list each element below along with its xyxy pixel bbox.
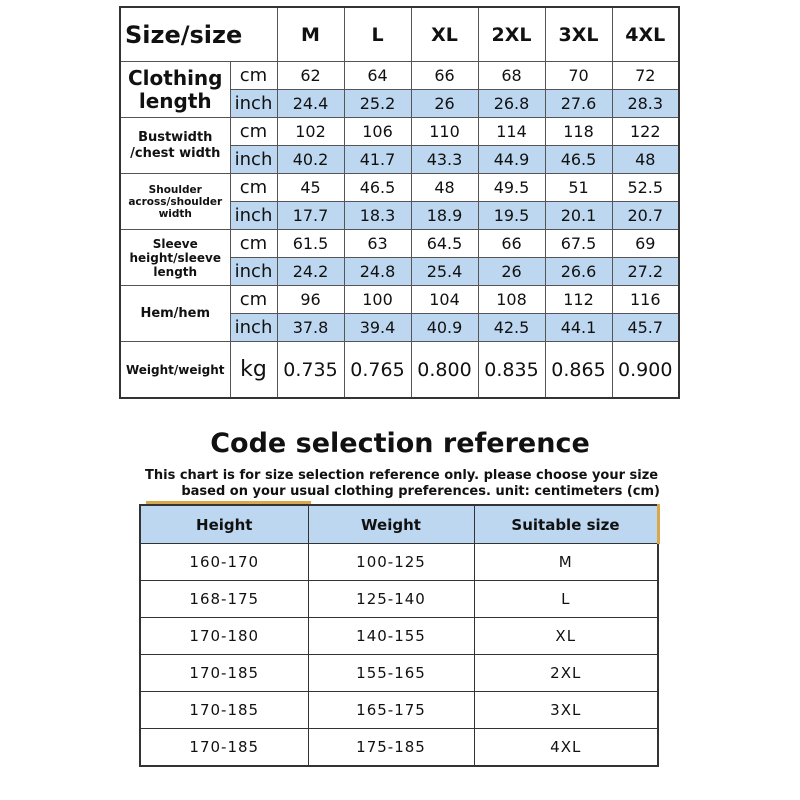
size-header-cell: 2XL	[478, 7, 545, 62]
value-cell: 42.5	[478, 314, 545, 342]
value-cell: 0.765	[344, 342, 411, 399]
value-cell: 45.7	[612, 314, 679, 342]
unit-label: inch	[230, 146, 277, 174]
table-row	[140, 581, 658, 618]
size-chart-table	[119, 6, 680, 399]
unit-label: cm	[230, 286, 277, 314]
value-cell: 96	[277, 286, 344, 314]
size-cell: XL	[474, 618, 658, 655]
value-cell: 45	[277, 174, 344, 202]
value-cell: 49.5	[478, 174, 545, 202]
table-row	[140, 544, 658, 581]
value-cell: 0.900	[612, 342, 679, 399]
header-size: Suitable size	[474, 505, 658, 544]
value-cell: 25.4	[411, 258, 478, 286]
height-cell: 170-180	[140, 618, 308, 655]
value-cell: 100	[344, 286, 411, 314]
height-cell: 168-175	[140, 581, 308, 618]
size-header-cell: XL	[411, 7, 478, 62]
value-cell: 0.735	[277, 342, 344, 399]
value-cell: 27.2	[612, 258, 679, 286]
value-cell: 62	[277, 62, 344, 90]
value-cell: 18.3	[344, 202, 411, 230]
size-cell: L	[474, 581, 658, 618]
height-cell: 170-185	[140, 692, 308, 729]
value-cell: 66	[411, 62, 478, 90]
measurement-row-cm	[120, 230, 679, 258]
unit-label: inch	[230, 258, 277, 286]
value-cell: 52.5	[612, 174, 679, 202]
measurement-row-cm	[120, 286, 679, 314]
table-row	[140, 692, 658, 729]
value-cell: 64	[344, 62, 411, 90]
unit-label: cm	[230, 174, 277, 202]
value-cell: 24.4	[277, 90, 344, 118]
value-cell: 28.3	[612, 90, 679, 118]
value-cell: 26.8	[478, 90, 545, 118]
value-cell: 51	[545, 174, 612, 202]
reference-note-line: This chart is for size selection reference only. please choose your size	[145, 468, 659, 483]
value-cell: 20.7	[612, 202, 679, 230]
reference-note-line: based on your usual clothing preferences. unit: centimeters (cm)	[181, 484, 660, 499]
value-cell: 41.7	[344, 146, 411, 174]
value-cell: 19.5	[478, 202, 545, 230]
size-header-cell: 4XL	[612, 7, 679, 62]
value-cell: 25.2	[344, 90, 411, 118]
weight-label: Weight/weight	[120, 342, 230, 399]
value-cell: 44.9	[478, 146, 545, 174]
weight-cell: 175-185	[308, 729, 474, 767]
reference-header-row	[140, 505, 658, 544]
measurement-row-cm	[120, 62, 679, 90]
value-cell: 27.6	[545, 90, 612, 118]
table-row	[140, 729, 658, 767]
value-cell: 24.8	[344, 258, 411, 286]
value-cell: 20.1	[545, 202, 612, 230]
value-cell: 44.1	[545, 314, 612, 342]
value-cell: 104	[411, 286, 478, 314]
size-reference-table	[139, 504, 660, 767]
value-cell: 48	[411, 174, 478, 202]
weight-cell: 140-155	[308, 618, 474, 655]
unit-label: kg	[230, 342, 277, 399]
table-row	[140, 618, 658, 655]
measurement-label: Shoulder across/shoulder width	[120, 174, 230, 230]
value-cell: 69	[612, 230, 679, 258]
height-cell: 160-170	[140, 544, 308, 581]
value-cell: 26	[411, 90, 478, 118]
value-cell: 122	[612, 118, 679, 146]
value-cell: 102	[277, 118, 344, 146]
value-cell: 66	[478, 230, 545, 258]
value-cell: 63	[344, 230, 411, 258]
value-cell: 0.865	[545, 342, 612, 399]
reference-title: Code selection reference	[210, 428, 590, 459]
weight-cell: 100-125	[308, 544, 474, 581]
weight-cell: 125-140	[308, 581, 474, 618]
header-weight: Weight	[308, 505, 474, 544]
value-cell: 26	[478, 258, 545, 286]
value-cell: 64.5	[411, 230, 478, 258]
weight-cell: 165-175	[308, 692, 474, 729]
value-cell: 24.2	[277, 258, 344, 286]
height-cell: 170-185	[140, 729, 308, 767]
value-cell: 114	[478, 118, 545, 146]
value-cell: 112	[545, 286, 612, 314]
value-cell: 116	[612, 286, 679, 314]
value-cell: 110	[411, 118, 478, 146]
value-cell: 18.9	[411, 202, 478, 230]
value-cell: 61.5	[277, 230, 344, 258]
unit-label: cm	[230, 62, 277, 90]
value-cell: 40.9	[411, 314, 478, 342]
unit-label: inch	[230, 90, 277, 118]
measurement-label: Sleeve height/sleeve length	[120, 230, 230, 286]
unit-label: inch	[230, 202, 277, 230]
value-cell: 26.6	[545, 258, 612, 286]
unit-label: inch	[230, 314, 277, 342]
value-cell: 48	[612, 146, 679, 174]
measurement-label: Hem/hem	[120, 286, 230, 342]
table-row	[140, 655, 658, 692]
measurement-label: Bustwidth /chest width	[120, 118, 230, 174]
value-cell: 72	[612, 62, 679, 90]
size-header-cell: M	[277, 7, 344, 62]
unit-label: cm	[230, 230, 277, 258]
value-cell: 43.3	[411, 146, 478, 174]
value-cell: 46.5	[545, 146, 612, 174]
height-cell: 170-185	[140, 655, 308, 692]
value-cell: 17.7	[277, 202, 344, 230]
size-header-label: Size/size	[120, 7, 277, 62]
unit-label: cm	[230, 118, 277, 146]
size-cell: 4XL	[474, 729, 658, 767]
measurement-label: Clothing length	[120, 62, 230, 118]
value-cell: 67.5	[545, 230, 612, 258]
value-cell: 106	[344, 118, 411, 146]
value-cell: 70	[545, 62, 612, 90]
size-cell: 3XL	[474, 692, 658, 729]
measurement-row-cm	[120, 118, 679, 146]
size-header-cell: L	[344, 7, 411, 62]
value-cell: 40.2	[277, 146, 344, 174]
value-cell: 0.835	[478, 342, 545, 399]
value-cell: 108	[478, 286, 545, 314]
header-height: Height	[140, 505, 308, 544]
weight-cell: 155-165	[308, 655, 474, 692]
size-header-row	[120, 7, 679, 62]
value-cell: 46.5	[344, 174, 411, 202]
value-cell: 0.800	[411, 342, 478, 399]
value-cell: 68	[478, 62, 545, 90]
size-cell: M	[474, 544, 658, 581]
weight-row	[120, 342, 679, 399]
value-cell: 118	[545, 118, 612, 146]
value-cell: 37.8	[277, 314, 344, 342]
reference-note	[140, 468, 660, 500]
size-cell: 2XL	[474, 655, 658, 692]
value-cell: 39.4	[344, 314, 411, 342]
size-header-cell: 3XL	[545, 7, 612, 62]
measurement-row-cm	[120, 174, 679, 202]
